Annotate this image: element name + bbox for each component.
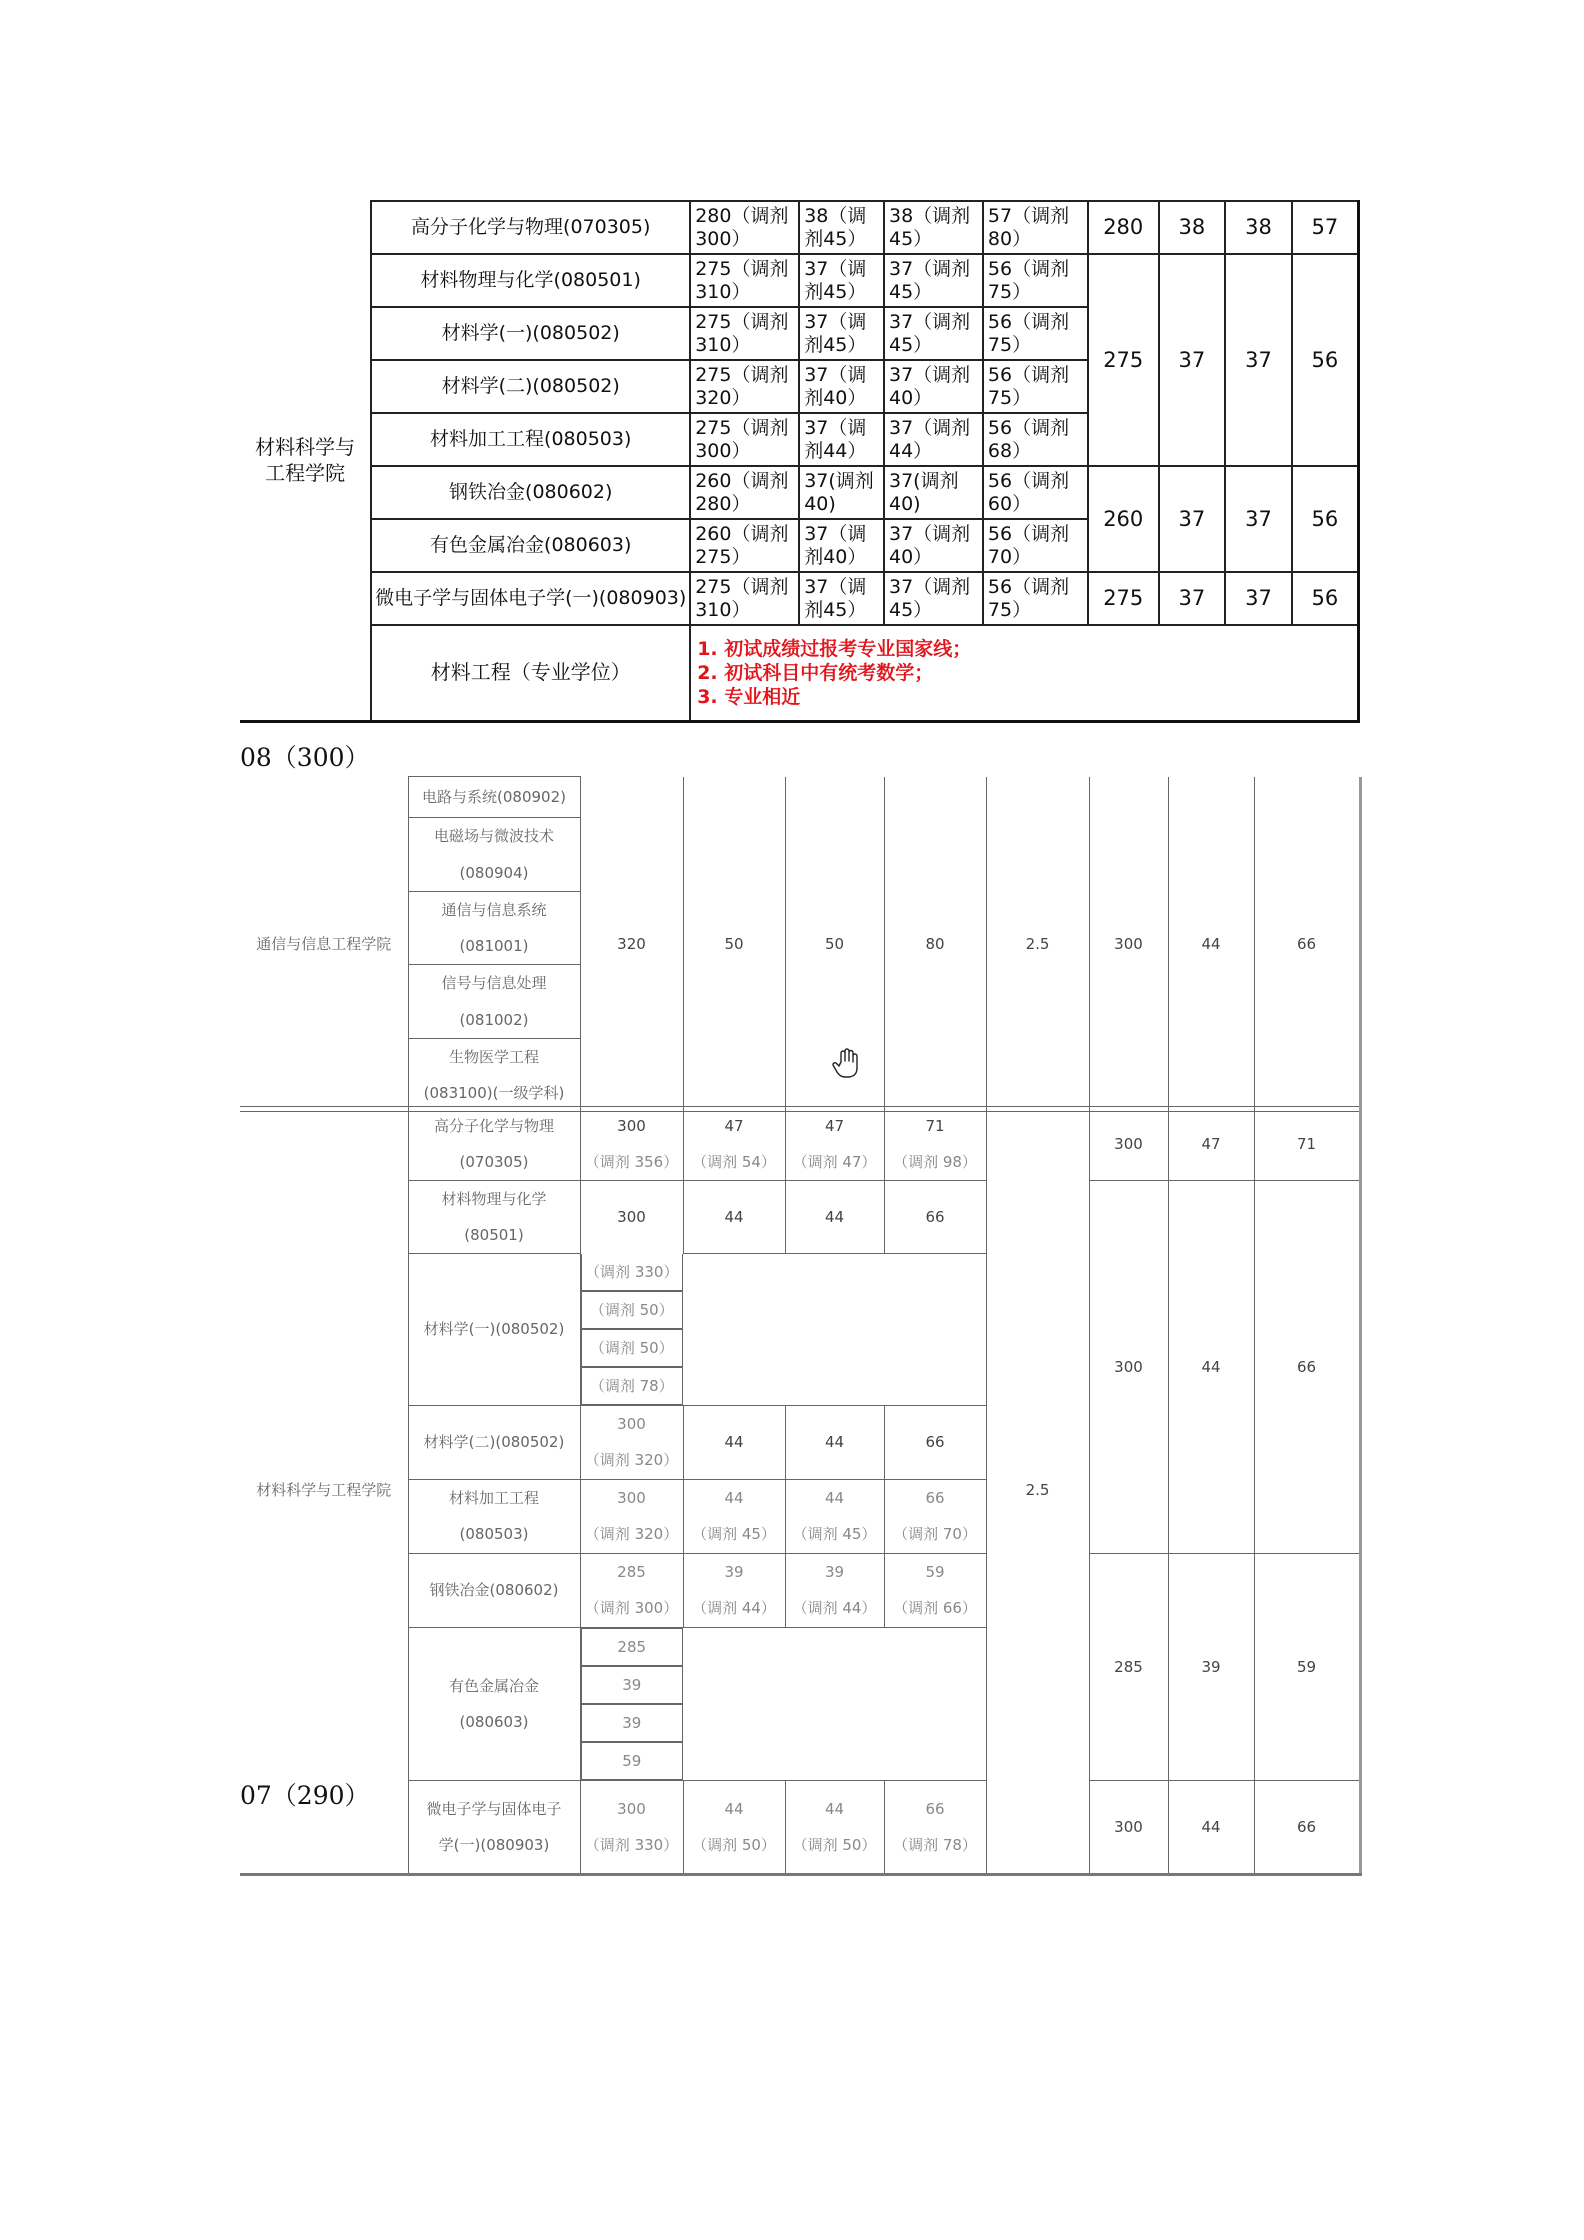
note-line: 1. 初试成绩过报考专业国家线； <box>697 637 972 660</box>
score-cell: 37（调剂40） <box>884 360 983 413</box>
score-cell: 56（调剂60） <box>983 466 1088 519</box>
national-line-cell: 38 <box>1225 201 1292 254</box>
score-cell: 37(调剂40) <box>884 466 983 519</box>
score-cell: 66 （调剂 70） <box>884 1479 986 1553</box>
major-cell: 钢铁冶金(080602) <box>371 466 690 519</box>
score-cell: 47 （调剂 54） <box>683 1107 785 1181</box>
national-line-cell: 275 <box>1088 254 1159 466</box>
year-heading-07: 07（290） <box>240 1781 370 1810</box>
score-cell: 260（调剂275） <box>690 519 799 572</box>
score-cell: 37（调剂44） <box>799 413 884 466</box>
score-cell: 37(调剂40) <box>799 466 884 519</box>
national-line-cell: 66 <box>1254 1780 1360 1874</box>
score-cell: 56（调剂70） <box>983 519 1088 572</box>
table-2008-communication <box>240 776 1362 1112</box>
national-line-cell: 66 <box>1254 777 1360 1112</box>
note-line: 3. 专业相近 <box>697 685 801 708</box>
score-cell: 37（调剂45） <box>799 572 884 625</box>
score-cell: 37（调剂45） <box>799 254 884 307</box>
national-line-cell: 66 <box>1254 1181 1360 1554</box>
score-cell: 275（调剂300） <box>690 413 799 466</box>
score-cell: 80 <box>884 777 986 1112</box>
score-cell: 39 （调剂 44） <box>683 1553 785 1627</box>
score-cell: 39 <box>581 1704 684 1742</box>
score-cell: 56（调剂68） <box>983 413 1088 466</box>
score-cell: 275（调剂310） <box>690 307 799 360</box>
college-cell: 通信与信息工程学院 <box>240 777 408 1112</box>
national-line-cell: 57 <box>1292 201 1359 254</box>
score-cell: 37（调剂44） <box>884 413 983 466</box>
major-cell: 材料加工工程 (080503) <box>408 1479 580 1553</box>
major-cell: 电路与系统(080902) <box>408 777 580 818</box>
score-cell: 47 （调剂 47） <box>785 1107 884 1181</box>
score-cell: 56（调剂75） <box>983 254 1088 307</box>
score-cell: 37（调剂45） <box>884 254 983 307</box>
score-cell: 37（调剂40） <box>884 519 983 572</box>
admission-notes <box>690 625 1358 721</box>
score-adjust-cell: （调剂 330） <box>581 1254 684 1291</box>
score-cell: 56（调剂75） <box>983 572 1088 625</box>
national-line-cell: 300 <box>1089 1107 1168 1181</box>
score-cell: 57（调剂80） <box>983 201 1088 254</box>
score-cell: 39 <box>581 1666 684 1704</box>
table-2008-materials <box>240 1106 1362 1876</box>
national-line-cell: 59 <box>1254 1553 1360 1780</box>
score-cell: 56（调剂75） <box>983 307 1088 360</box>
national-line-cell: 300 <box>1089 777 1168 1112</box>
national-line-cell: 37 <box>1225 572 1292 625</box>
score-cell: 37（调剂45） <box>884 307 983 360</box>
major-code-cell: (083100)(一级学科) <box>408 1075 580 1112</box>
score-cell: 285 <box>581 1628 684 1666</box>
score-cell: 44 <box>683 1405 785 1479</box>
major-cell: 微电子学与固体电子学(一)(080903) <box>371 572 690 625</box>
major-cell: 微电子学与固体电子 学(一)(080903) <box>408 1780 580 1874</box>
national-line-cell: 37 <box>1159 572 1226 625</box>
score-cell: 37（调剂45） <box>799 307 884 360</box>
score-cell: 44 <box>785 1181 884 1254</box>
major-cell: 高分子化学与物理 (070305) <box>408 1107 580 1181</box>
national-line-cell: 285 <box>1089 1553 1168 1780</box>
score-cell: 50 <box>785 777 884 1112</box>
national-line-cell: 37 <box>1225 466 1292 572</box>
score-cell: 37（调剂40） <box>799 519 884 572</box>
score-cell: 44 （调剂 45） <box>785 1479 884 1553</box>
score-cell: 39 （调剂 44） <box>785 1553 884 1627</box>
major-cell: 材料加工工程(080503) <box>371 413 690 466</box>
national-line-cell: 37 <box>1159 254 1226 466</box>
major-cell: 材料学(一)(080502) <box>408 1254 580 1406</box>
score-cell: 50 <box>683 777 785 1112</box>
national-line-cell: 275 <box>1088 572 1159 625</box>
national-line-cell: 37 <box>1225 254 1292 466</box>
major-cell: 钢铁冶金(080602) <box>408 1553 580 1627</box>
national-line-cell: 300 <box>1089 1780 1168 1874</box>
ratio-cell: 2.5 <box>986 1107 1089 1875</box>
score-cell: 66 <box>884 1405 986 1479</box>
major-cell: 材料物理与化学 (80501) <box>408 1181 580 1254</box>
year-heading-08: 08（300） <box>240 743 370 772</box>
national-line-cell: 56 <box>1292 254 1359 466</box>
score-cell: 275（调剂320） <box>690 360 799 413</box>
note-line: 2. 初试科目中有统考数学； <box>697 661 934 684</box>
national-line-cell: 56 <box>1292 572 1359 625</box>
score-cell: 300 （调剂 330） <box>580 1780 683 1874</box>
score-cell: 37（调剂40） <box>799 360 884 413</box>
score-cell: 38（调剂45） <box>799 201 884 254</box>
college-cell: 材料科学与工程学院 <box>240 1107 408 1875</box>
national-line-cell: 37 <box>1159 466 1226 572</box>
national-line-cell: 38 <box>1159 201 1226 254</box>
major-cell: 材料工程（专业学位） <box>371 625 690 721</box>
major-cell: 材料学(二)(080502) <box>371 360 690 413</box>
national-line-cell: 39 <box>1168 1553 1254 1780</box>
major-code-cell: (081002) <box>408 1002 580 1039</box>
major-cell: 电磁场与微波技术 <box>408 818 580 855</box>
score-cell: 71 （调剂 98） <box>884 1107 986 1181</box>
score-cell: 44 <box>683 1181 785 1254</box>
major-cell: 信号与信息处理 <box>408 965 580 1002</box>
score-cell: 275（调剂310） <box>690 254 799 307</box>
national-line-cell: 47 <box>1168 1107 1254 1181</box>
major-cell: 有色金属冶金 (080603) <box>408 1627 580 1780</box>
score-cell: 44 <box>785 1405 884 1479</box>
ratio-cell: 2.5 <box>986 777 1089 1112</box>
national-line-cell: 44 <box>1168 1181 1254 1554</box>
score-cell: 275（调剂310） <box>690 572 799 625</box>
score-cell: 300 （调剂 356） <box>580 1107 683 1181</box>
national-line-cell: 56 <box>1292 466 1359 572</box>
score-cell: 38（调剂45） <box>884 201 983 254</box>
score-cell: 300 （调剂 320） <box>580 1405 683 1479</box>
score-cell: 285 （调剂 300） <box>580 1553 683 1627</box>
score-adjust-cell: （调剂 50） <box>581 1329 684 1367</box>
score-cell: 44 （调剂 45） <box>683 1479 785 1553</box>
score-cell: 44 （调剂 50） <box>683 1780 785 1874</box>
major-cell: 有色金属冶金(080603) <box>371 519 690 572</box>
score-cell: 56（调剂75） <box>983 360 1088 413</box>
national-line-cell: 280 <box>1088 201 1159 254</box>
national-line-cell: 300 <box>1089 1181 1168 1554</box>
national-line-cell: 44 <box>1168 1780 1254 1874</box>
national-line-cell: 71 <box>1254 1107 1360 1181</box>
score-cell: 300 <box>580 1181 683 1254</box>
score-cell: 59 <box>581 1742 684 1780</box>
score-cell: 320 <box>580 777 683 1112</box>
score-cell: 37（调剂45） <box>884 572 983 625</box>
major-code-cell: (081001) <box>408 928 580 965</box>
major-cell: 高分子化学与物理(070305) <box>371 201 690 254</box>
score-cell: 66 （调剂 78） <box>884 1780 986 1874</box>
major-cell: 材料学(二)(080502) <box>408 1405 580 1479</box>
score-cell: 260（调剂280） <box>690 466 799 519</box>
national-line-cell: 44 <box>1168 777 1254 1112</box>
major-code-cell: (080904) <box>408 855 580 892</box>
table-2009-materials <box>240 200 1360 723</box>
score-adjust-cell: （调剂 78） <box>581 1367 684 1405</box>
score-adjust-cell: （调剂 50） <box>581 1291 684 1329</box>
score-cell: 44 （调剂 50） <box>785 1780 884 1874</box>
college-cell: 材料科学与工程学院 <box>240 201 371 721</box>
score-cell: 280（调剂300） <box>690 201 799 254</box>
major-cell: 通信与信息系统 <box>408 891 580 928</box>
national-line-cell: 260 <box>1088 466 1159 572</box>
major-cell: 生物医学工程 <box>408 1038 580 1075</box>
score-cell: 59 （调剂 66） <box>884 1553 986 1627</box>
hand-pointer-icon <box>832 1048 862 1080</box>
major-cell: 材料学(一)(080502) <box>371 307 690 360</box>
major-cell: 材料物理与化学(080501) <box>371 254 690 307</box>
score-cell: 300 （调剂 320） <box>580 1479 683 1553</box>
score-cell: 66 <box>884 1181 986 1254</box>
